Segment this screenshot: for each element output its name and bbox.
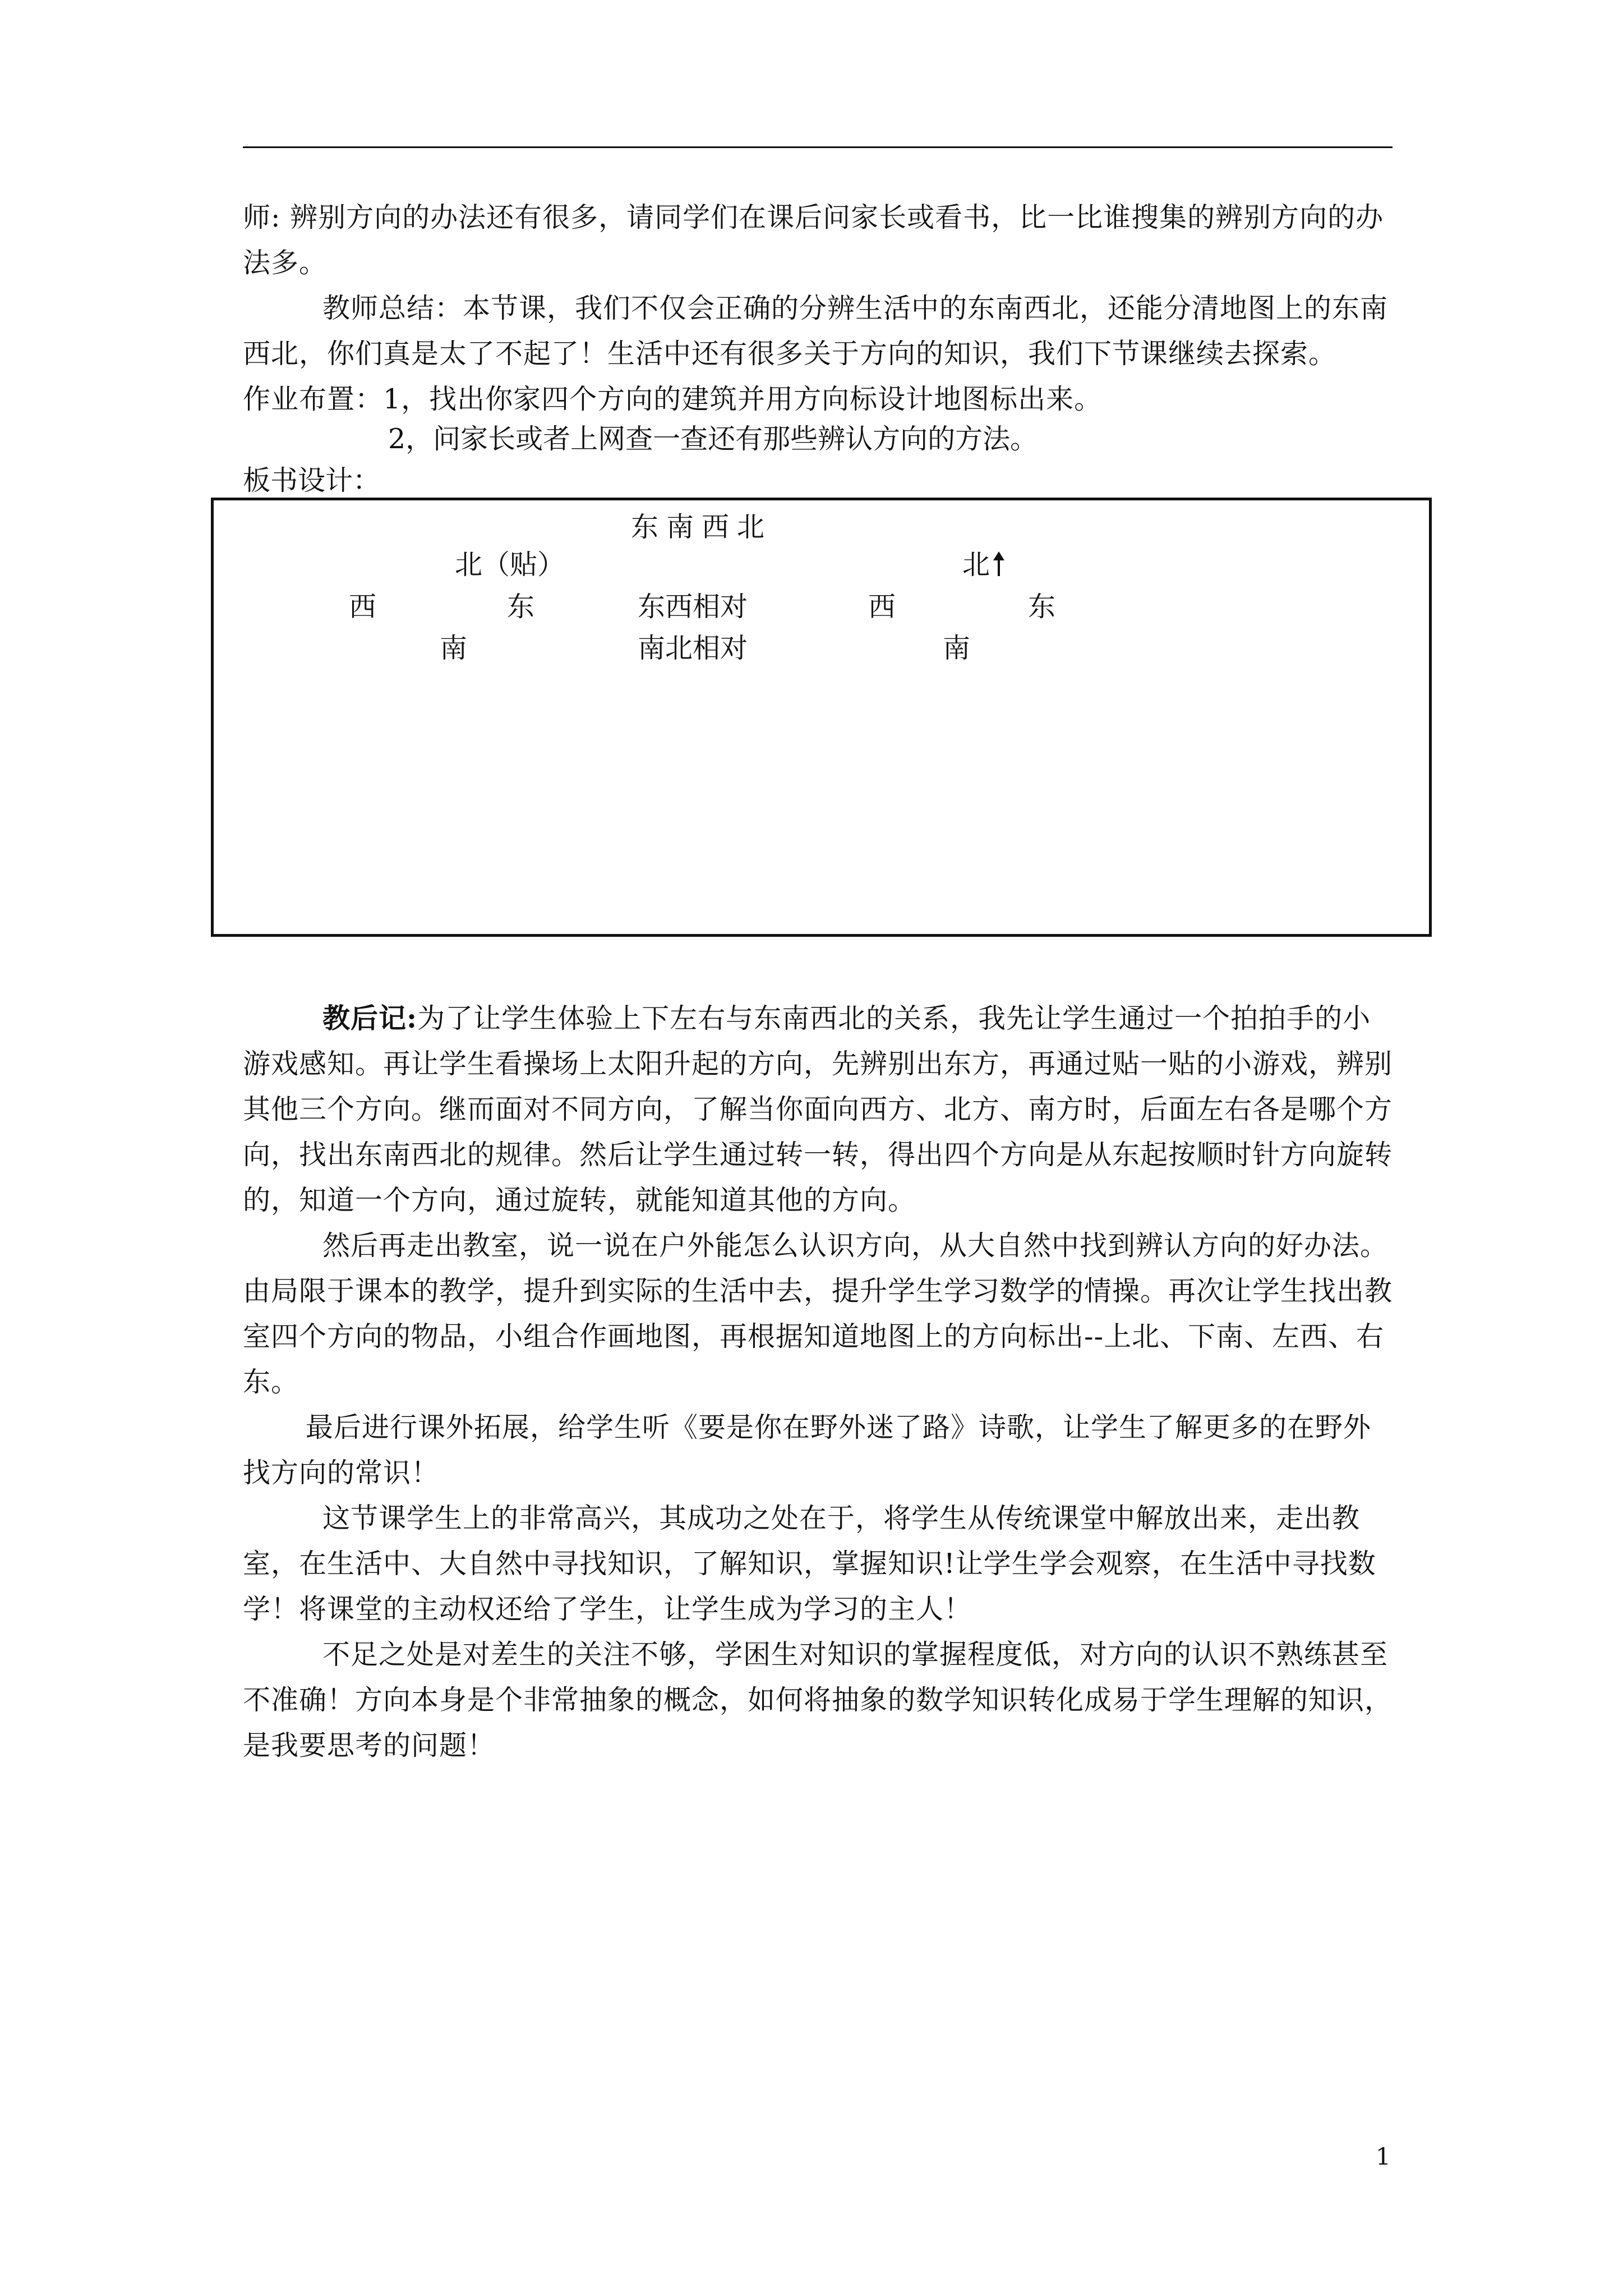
board-design-label: 板书设计： bbox=[243, 464, 381, 496]
page-number: 1 bbox=[1376, 2143, 1391, 2170]
board-left-north: 北（贴） bbox=[455, 549, 565, 581]
board-right-north: 北 bbox=[962, 549, 990, 581]
board-title: 东南西北 bbox=[631, 511, 773, 543]
reflection-paragraph-4: 这节课学生上的非常高兴，其成功之处在于，将学生从传统课堂中解放出来，走出教室，在生活中、大自然中寻找知识，了解知识，掌握知识!让学生学会观察，在生活中寻找数学！将课堂的主动权还给了学生，让学生成为学习的主人！ bbox=[243, 1502, 1376, 1625]
reflection-paragraph-1 bbox=[243, 996, 1395, 1223]
reflection-paragraph-2: 然后再走出教室，说一说在户外能怎么认识方向，从大自然中找到辨认方向的好办法。由局限于课本的教学，提升到实际的生活中去，提升学生学习数学的情操。再次让学生找出教室四个方向的物品，小组合作画地图，再根据知道地图上的方向标出--上北、下南、左西、右东。 bbox=[243, 1230, 1393, 1398]
homework-item-2: 2，问家长或者上网查一查还有那些辨认方向的方法。 bbox=[388, 423, 1038, 455]
board-rule-east-west: 东西相对 bbox=[638, 591, 748, 623]
header-rule bbox=[243, 146, 1393, 148]
board-left-west: 西 bbox=[349, 591, 377, 623]
board-rule-north-south: 南北相对 bbox=[638, 632, 748, 664]
reflection-heading: 教后记: bbox=[322, 1002, 418, 1034]
board-right-west: 西 bbox=[868, 591, 896, 623]
reflection-paragraph-3: 最后进行课外拓展，给学生听《要是你在野外迷了路》诗歌，让学生了解更多的在野外找方向的常识！ bbox=[243, 1411, 1372, 1489]
teacher-method-paragraph: 师: 辨别方向的办法还有很多，请同学们在课后问家长或看书，比一比谁搜集的辨别方向的办法多。 bbox=[243, 201, 1384, 279]
board-left-east: 东 bbox=[507, 591, 535, 623]
homework-item-1: 作业布置：1，找出你家四个方向的建筑并用方向标设计地图标出来。 bbox=[243, 383, 1103, 415]
board-right-north-group bbox=[962, 548, 1004, 582]
board-design-box bbox=[211, 498, 1432, 937]
board-right-south: 南 bbox=[943, 632, 971, 664]
board-right-east: 东 bbox=[1028, 591, 1056, 623]
reflection-paragraph-1-text: 为了让学生体验上下左右与东南西北的关系，我先让学生通过一个拍拍手的小游戏感知。再让学生看操场上太阳升起的方向，先辨别出东方，再通过贴一贴的小游戏，辨别其他三个方向。继而面对不同方向，了解当你面向西方、北方、南方时，后面左右各是哪个方向，找出东南西北的规律。然后让学生通过转一转，得出四个方向是从东起按顺时针方向旋转的，知道一个方向，通过旋转，就能知道其他的方向。 bbox=[243, 1002, 1393, 1216]
board-left-south: 南 bbox=[440, 632, 468, 664]
reflection-paragraph-5: 不足之处是对差生的关注不够，学困生对知识的掌握程度低，对方向的认识不熟练甚至不准确！方向本身是个非常抽象的概念，如何将抽象的数学知识转化成易于学生理解的知识，是我要思考的问题！ bbox=[243, 1639, 1393, 1761]
teacher-summary-paragraph: 教师总结：本节课，我们不仅会正确的分辨生活中的东南西北，还能分清地图上的东南西北，你们真是太了不起了！生活中还有很多关于方向的知识，我们下节课继续去探索。 bbox=[243, 292, 1389, 370]
arrow-up-icon bbox=[993, 551, 1004, 576]
